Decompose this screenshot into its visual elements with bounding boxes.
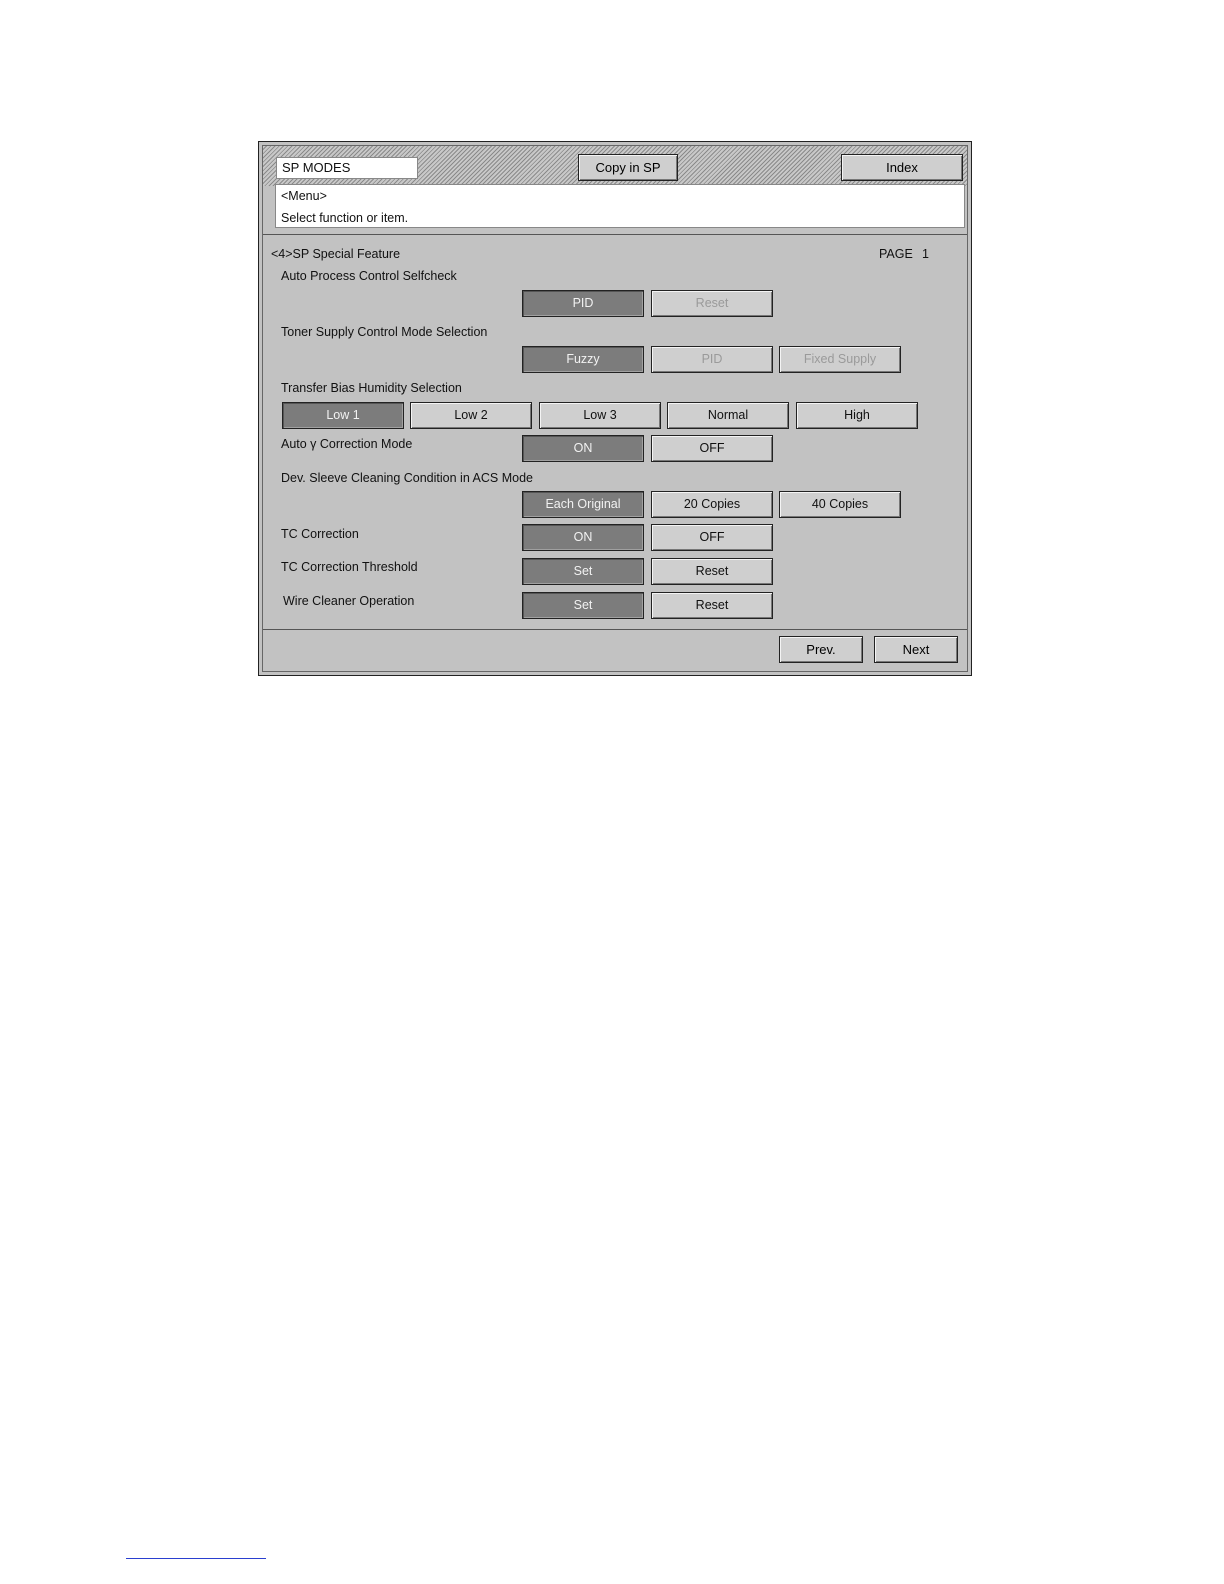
dev-sleeve-label: Dev. Sleeve Cleaning Condition in ACS Mode bbox=[281, 471, 533, 485]
transfer-bias-low1-button[interactable]: Low 1 bbox=[282, 402, 404, 429]
message-line-menu: <Menu> bbox=[281, 189, 327, 203]
section-heading: <4>SP Special Feature bbox=[271, 247, 401, 261]
page-number: 1 bbox=[922, 247, 929, 261]
transfer-bias-label: Transfer Bias Humidity Selection bbox=[281, 381, 462, 395]
wire-cleaner-set-button[interactable]: Set bbox=[522, 592, 644, 619]
transfer-bias-low2-button[interactable]: Low 2 bbox=[410, 402, 532, 429]
toner-supply-pid-button[interactable]: PID bbox=[651, 346, 773, 373]
wire-cleaner-reset-button[interactable]: Reset bbox=[651, 592, 773, 619]
sp-modes-panel bbox=[258, 141, 972, 676]
tc-threshold-set-button[interactable]: Set bbox=[522, 558, 644, 585]
divider-bottom bbox=[263, 629, 967, 630]
wire-cleaner-label: Wire Cleaner Operation bbox=[283, 594, 415, 608]
transfer-bias-high-button[interactable]: High bbox=[796, 402, 918, 429]
tc-correction-label: TC Correction bbox=[281, 527, 359, 541]
copy-in-sp-button[interactable]: Copy in SP bbox=[578, 154, 678, 181]
page-label: PAGE bbox=[879, 247, 913, 261]
tc-correction-off-button[interactable]: OFF bbox=[651, 524, 773, 551]
auto-gamma-label: Auto γ Correction Mode bbox=[281, 437, 413, 451]
dev-sleeve-20-copies-button[interactable]: 20 Copies bbox=[651, 491, 773, 518]
prev-button[interactable]: Prev. bbox=[779, 636, 863, 663]
transfer-bias-normal-button[interactable]: Normal bbox=[667, 402, 789, 429]
divider-top bbox=[263, 234, 967, 235]
message-box bbox=[275, 184, 965, 228]
footnote-rule bbox=[126, 1558, 266, 1559]
auto-process-pid-button[interactable]: PID bbox=[522, 290, 644, 317]
transfer-bias-low3-button[interactable]: Low 3 bbox=[539, 402, 661, 429]
toner-supply-label: Toner Supply Control Mode Selection bbox=[281, 325, 488, 339]
message-line-instruction: Select function or item. bbox=[281, 211, 409, 225]
dev-sleeve-40-copies-button[interactable]: 40 Copies bbox=[779, 491, 901, 518]
screen-title: SP MODES bbox=[276, 157, 418, 179]
index-button[interactable]: Index bbox=[841, 154, 963, 181]
auto-gamma-on-button[interactable]: ON bbox=[522, 435, 644, 462]
auto-process-label: Auto Process Control Selfcheck bbox=[281, 269, 457, 283]
tc-correction-on-button[interactable]: ON bbox=[522, 524, 644, 551]
dev-sleeve-each-original-button[interactable]: Each Original bbox=[522, 491, 644, 518]
auto-gamma-off-button[interactable]: OFF bbox=[651, 435, 773, 462]
panel-frame bbox=[262, 145, 968, 672]
toner-supply-fuzzy-button[interactable]: Fuzzy bbox=[522, 346, 644, 373]
next-button[interactable]: Next bbox=[874, 636, 958, 663]
tc-threshold-reset-button[interactable]: Reset bbox=[651, 558, 773, 585]
auto-process-reset-button[interactable]: Reset bbox=[651, 290, 773, 317]
toner-supply-fixed-button[interactable]: Fixed Supply bbox=[779, 346, 901, 373]
tc-threshold-label: TC Correction Threshold bbox=[281, 560, 418, 574]
